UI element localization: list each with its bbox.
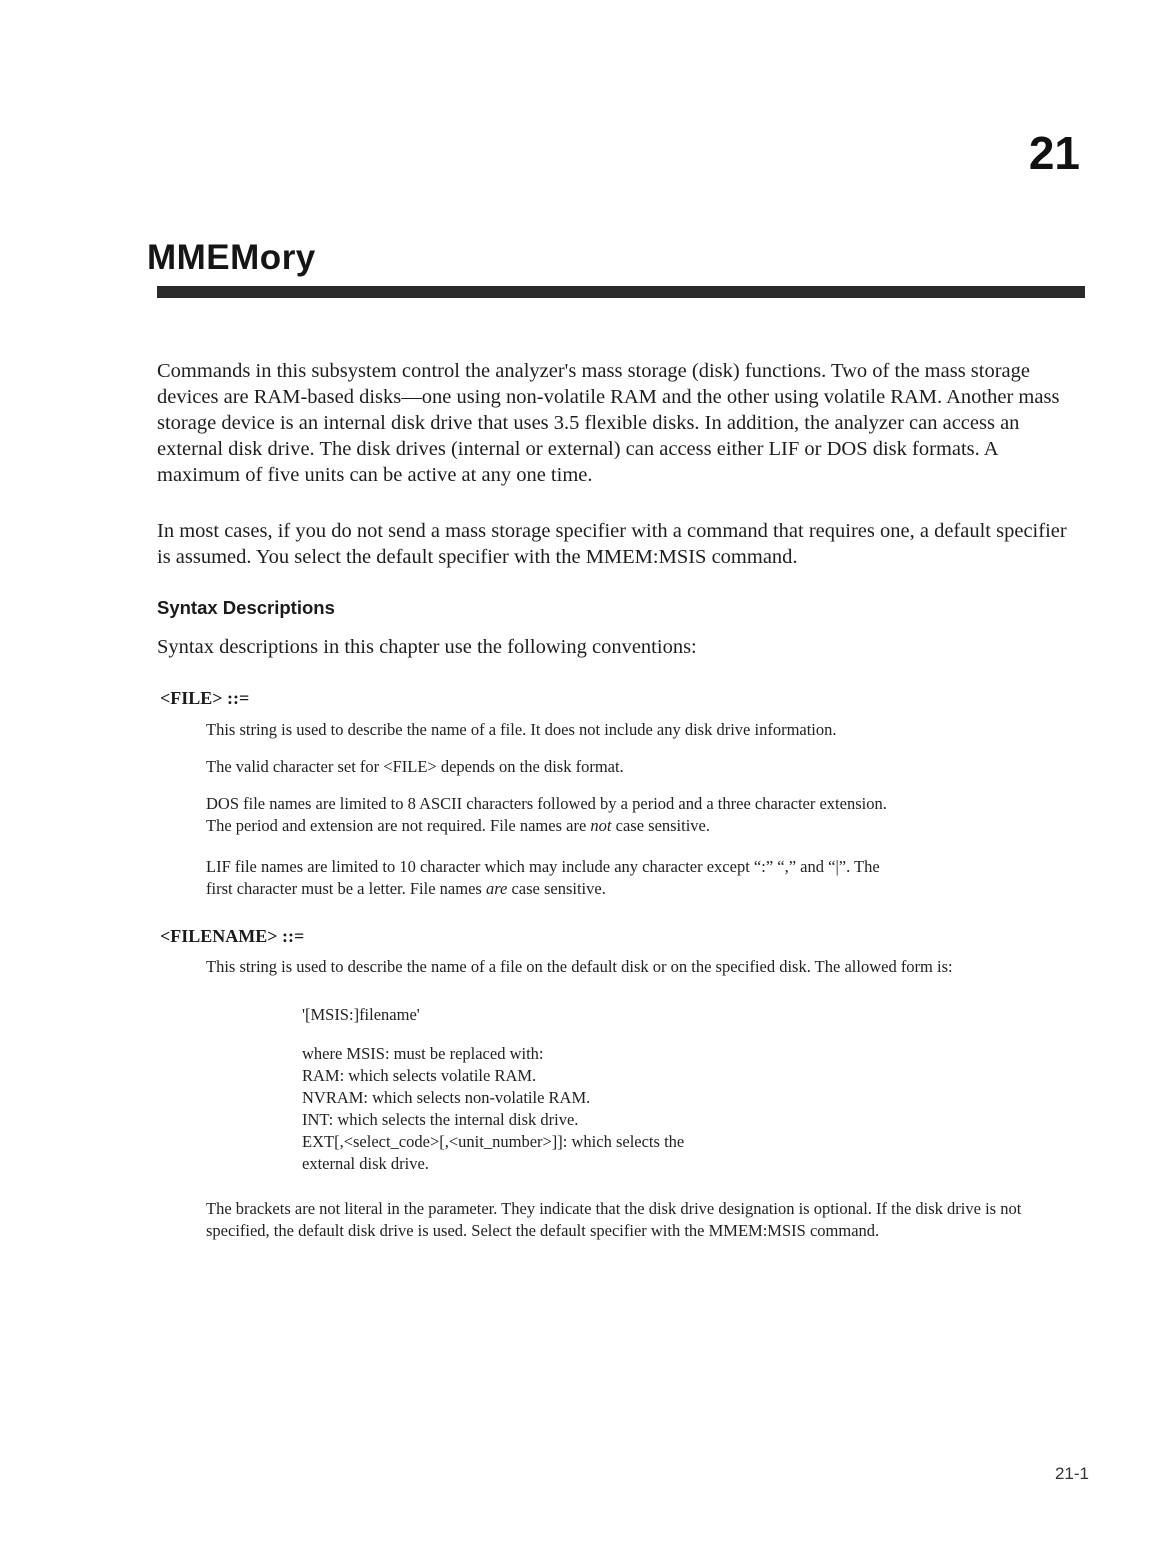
filename-term-label: <FILENAME> ::= bbox=[160, 926, 305, 946]
msis-options bbox=[302, 1043, 902, 1175]
file-definition-lif bbox=[206, 856, 1086, 900]
dos-line-2-em: not bbox=[590, 816, 612, 835]
msis-line: where MSIS: must be replaced with: bbox=[302, 1044, 544, 1063]
lif-line-2-em: are bbox=[485, 879, 508, 898]
msis-line: EXT[,<select_code>[,<unit_number>]]: which selects the bbox=[302, 1132, 685, 1151]
filename-form: '[MSIS:]filename' bbox=[302, 1005, 420, 1024]
syntax-intro bbox=[157, 634, 1077, 660]
file-definition-2: The valid character set for <FILE> depends on the disk format. bbox=[206, 757, 624, 776]
file-definition-dos bbox=[206, 793, 1086, 837]
filename-definition: This string is used to describe the name of a file on the default disk or on the specified disk. The allowed form is: bbox=[206, 957, 953, 976]
intro-paragraph-1 bbox=[157, 358, 1077, 488]
title-rule bbox=[157, 286, 1085, 298]
dos-line-2-pre: The period and extension are not required. File names are bbox=[206, 816, 591, 835]
chapter-number: 21 bbox=[1028, 127, 1080, 179]
dos-line-1: DOS file names are limited to 8 ASCII characters followed by a period and a three character extension. bbox=[206, 794, 887, 813]
msis-line: external disk drive. bbox=[302, 1154, 429, 1173]
page-number: 21-1 bbox=[1054, 1464, 1089, 1483]
msis-line: INT: which selects the internal disk drive. bbox=[302, 1110, 579, 1129]
syntax-heading: Syntax Descriptions bbox=[157, 597, 335, 618]
lif-line-2-post: case sensitive. bbox=[507, 879, 606, 898]
filename-note: The brackets are not literal in the parameter. They indicate that the disk drive designation is optional. If the disk drive is not specified, the default disk drive is used. Select the default specifier with the MMEM:MSIS command. bbox=[206, 1199, 1022, 1240]
intro-paragraph-2 bbox=[157, 518, 1077, 570]
chapter-title: MMEMory bbox=[147, 238, 316, 277]
intro-paragraph-1-text: Commands in this subsystem control the analyzer's mass storage (disk) functions. Two of the mass storage devices are RAM-based disks—one using non-volatile RAM and the other using volatile RAM. Another mass storage device is an internal disk drive that uses 3.5 flexible disks. In addition, the analyzer can access an external disk drive. The disk drives (internal or external) can access either LIF or DOS disk formats. A maximum of five units can be active at any one time. bbox=[157, 360, 1060, 486]
msis-line: NVRAM: which selects non-volatile RAM. bbox=[302, 1088, 591, 1107]
file-definition-1: This string is used to describe the name of a file. It does not include any disk drive information. bbox=[206, 720, 837, 739]
lif-line-1: LIF file names are limited to 10 character which may include any character except “:” “,” and “|”. The bbox=[206, 857, 880, 876]
lif-line-2 bbox=[206, 878, 1086, 900]
dos-line-2-post: case sensitive. bbox=[611, 816, 711, 835]
msis-line: RAM: which selects volatile RAM. bbox=[302, 1066, 537, 1085]
file-term-label: <FILE> ::= bbox=[160, 688, 250, 708]
syntax-intro-text: Syntax descriptions in this chapter use the following conventions: bbox=[157, 636, 697, 658]
lif-line-2-pre: first character must be a letter. File names bbox=[206, 879, 486, 898]
intro-paragraph-2-text: In most cases, if you do not send a mass storage specifier with a command that requires one, a default specifier is assumed. You select the default specifier with the MMEM:MSIS command. bbox=[157, 520, 1067, 568]
dos-line-2 bbox=[206, 815, 1086, 837]
